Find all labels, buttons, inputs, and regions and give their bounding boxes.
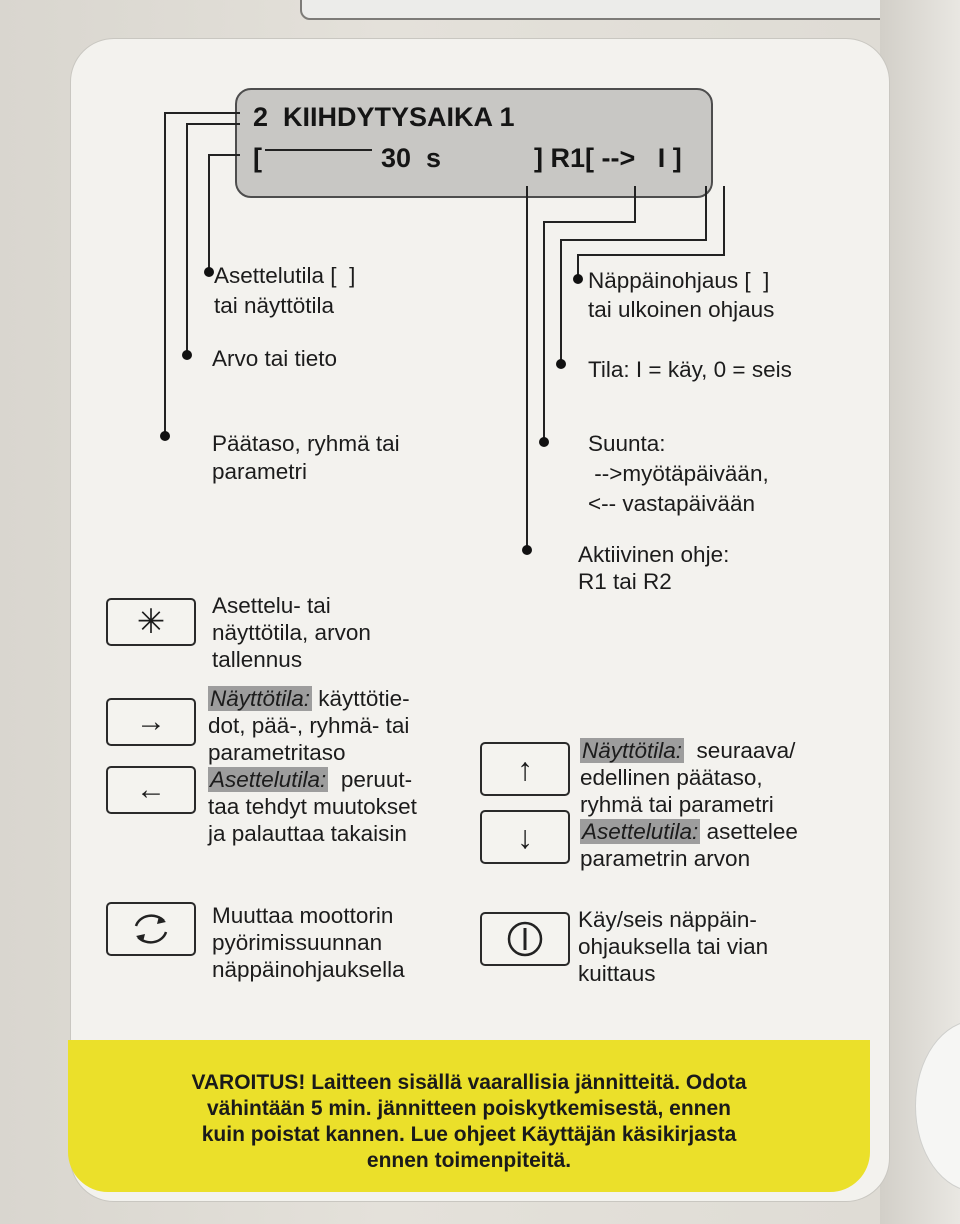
setting-mode-tag-2: Asettelutila: [582, 819, 699, 844]
lcd-line-1: 2 KIIHDYTYSAIKA 1 [253, 102, 515, 132]
legend-level-line-1: Päätaso, ryhmä tai [212, 431, 400, 456]
legend-state: Tila: I = käy, 0 = seis [588, 357, 792, 382]
warning-line-3: kuin poistat kannen. Lue ohjeet Käyttäjän käsikirjasta [201, 1123, 737, 1146]
arrow-up-icon: ↑ [517, 750, 533, 787]
star-key-desc-line-3: tallennus [212, 647, 303, 672]
lr-desc-line-4-rest: peruut- [328, 767, 413, 792]
ud-desc-line-5: parametrin arvon [580, 846, 751, 871]
legend-keypad-control-line-1: Näppäinohjaus [ ] [588, 268, 770, 293]
down-arrow-key[interactable] [480, 810, 570, 864]
legend-active-ref-line-1: Aktiivinen ohje: [578, 542, 730, 567]
display-mode-tag: Näyttötila: [210, 686, 311, 711]
reverse-rotation-icon [126, 909, 176, 949]
asterisk-icon: ✳ [136, 603, 166, 641]
left-arrow-key[interactable] [106, 766, 196, 814]
lr-desc-line-2: dot, pää-, ryhmä- tai [208, 713, 410, 738]
legend-direction-line-2: -->myötäpäivään, [588, 461, 769, 486]
up-arrow-key[interactable] [480, 742, 570, 796]
lcd-line-2-value: 30 s [381, 143, 442, 173]
ud-desc-line-2: edellinen päätaso, [580, 765, 763, 790]
start-stop-desc-line-3: kuittaus [578, 961, 656, 986]
warning-banner [68, 1040, 870, 1192]
legend-direction-line-1: Suunta: [588, 431, 666, 456]
setting-mode-tag: Asettelutila: [210, 767, 327, 792]
reverse-desc-line-1: Muuttaa moottorin [212, 903, 394, 928]
start-stop-key[interactable] [480, 912, 570, 966]
legend-keypad-control-line-2: tai ulkoinen ohjaus [588, 297, 775, 322]
legend-direction-line-3: <-- vastapäivään [588, 491, 755, 516]
arrow-right-icon: → [136, 705, 166, 738]
ud-desc-line-4-rest: asettelee [700, 819, 798, 844]
reverse-direction-key[interactable] [106, 902, 196, 956]
legend-value: Arvo tai tieto [212, 346, 338, 371]
power-icon [505, 919, 545, 959]
lr-desc-line-1-rest: käyttötie- [312, 686, 410, 711]
lr-desc-line-5: taa tehdyt muutokset [208, 794, 417, 819]
display-mode-tag-2: Näyttötila: [582, 738, 683, 763]
start-stop-desc-line-1: Käy/seis näppäin- [578, 907, 757, 932]
lcd-line-2-status: ] R1[ --> I ] [534, 143, 682, 173]
legend-level-line-2: parametri [212, 459, 308, 484]
arrow-down-icon: ↓ [517, 818, 533, 855]
lr-desc-line-3: parametritaso [208, 740, 346, 765]
setting-mode-key[interactable] [106, 598, 196, 646]
legend-setting-mode-line-1: Asettelutila [ ] [214, 263, 356, 288]
start-stop-desc-line-2: ohjauksella tai vian [578, 934, 769, 959]
legend-active-ref-line-2: R1 tai R2 [578, 569, 672, 594]
lr-desc-line-6: ja palauttaa takaisin [208, 821, 407, 846]
lr-desc-line-1 [208, 685, 410, 712]
arrow-left-icon: ← [136, 773, 166, 806]
lr-desc-line-4 [208, 766, 412, 793]
ud-desc-line-1-rest: seuraava/ [684, 738, 796, 763]
ud-desc-line-1 [580, 737, 795, 764]
star-key-desc-line-1: Asettelu- tai [212, 593, 331, 618]
warning-line-2: vähintään 5 min. jännitteen poiskytkemisestä, ennen [207, 1097, 731, 1120]
legend-setting-mode-line-2: tai näyttötila [214, 293, 335, 318]
lcd-line-2-open-bracket: [ [253, 143, 262, 173]
reverse-desc-line-3: näppäinohjauksella [212, 957, 405, 982]
right-arrow-key[interactable] [106, 698, 196, 746]
reverse-desc-line-2: pyörimissuunnan [212, 930, 383, 955]
warning-text [68, 1070, 870, 1174]
warning-line-1: VAROITUS! Laitteen sisällä vaarallisia jännitteitä. Odota [191, 1071, 747, 1094]
ud-desc-line-4 [580, 818, 798, 845]
ud-desc-line-3: ryhmä tai parametri [580, 792, 774, 817]
star-key-desc-line-2: näyttötila, arvon [212, 620, 371, 645]
warning-line-4: ennen toimenpiteitä. [366, 1149, 572, 1172]
